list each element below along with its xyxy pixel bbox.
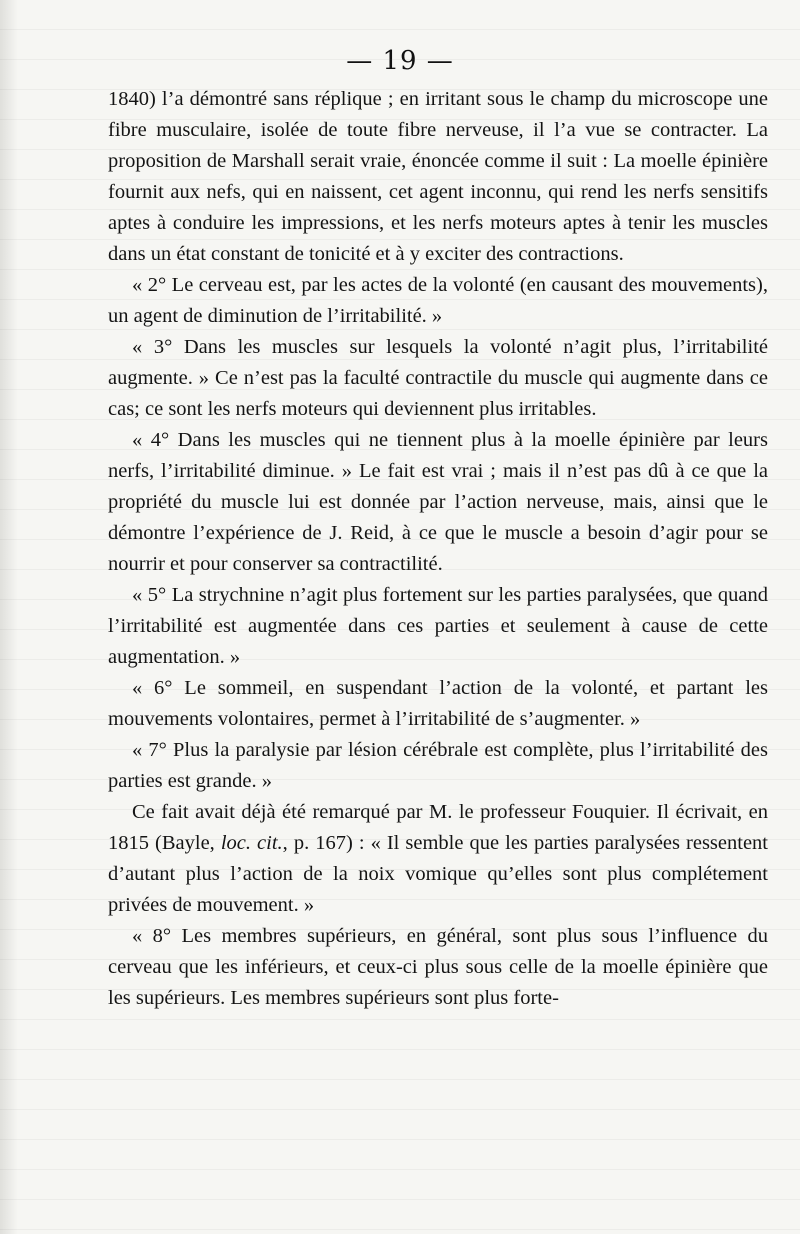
paragraph-8-part-1: Ce fait avait déjà été remarqué par M. le professeur Fouquier. Il écrivait, en 1815 (Bayle,	[108, 801, 768, 854]
paragraph-8	[108, 797, 768, 921]
paragraph-6: « 6° Le sommeil, en suspendant l’action de la volonté, et partant les mouvements volontaires, permet à l’irritabilité de s’augmenter. »	[108, 677, 768, 730]
paragraph-9: « 8° Les membres supérieurs, en général, sont plus sous l’influence du cerveau que les inférieurs, et ceux-ci plus sous celle de la moelle épinière que les supérieurs. Les membres supérieurs sont plus forte-	[108, 925, 768, 1009]
paragraph-3: « 3° Dans les muscles sur lesquels la volonté n’agit plus, l’irritabilité augmente. » Ce n’est pas la faculté contractile du muscle qui augmente dans ce cas; ce sont les nerfs moteurs qui deviennent plus irritables.	[108, 336, 768, 420]
paragraph-4: « 4° Dans les muscles qui ne tiennent plus à la moelle épinière par leurs nerfs, l’irritabilité diminue. » Le fait est vrai ; mais il n’est pas dû à ce que la propriété du muscle lui est donnée par l’action nerveuse, mais, ainsi que le démontre l’expérience de J. Reid, à ce que le muscle a besoin d’agir pour se nourrir et pour conserver sa contractilité.	[108, 429, 768, 575]
page-edge-shadow	[0, 0, 18, 1234]
body-text	[108, 84, 768, 1014]
citation-italic: loc. cit.	[220, 832, 283, 854]
page-number: — 19 —	[346, 46, 454, 76]
paragraph-8-part-2: , p. 167) : « Il semble que les parties paralysées ressentent d’autant plus l’action de la noix vomique qu’elles sont plus complétement privées de mouvement. »	[108, 832, 768, 916]
paragraph-5: « 5° La strychnine n’agit plus fortement sur les parties paralysées, que quand l’irritabilité est augmentée dans ces parties et seulement à cause de cette augmentation. »	[108, 584, 768, 668]
paragraph-2: « 2° Le cerveau est, par les actes de la volonté (en causant des mouvements), un agent de diminution de l’irritabilité. »	[108, 274, 768, 327]
paragraph-1: 1840) l’a démontré sans réplique ; en irritant sous le champ du microscope une fibre musculaire, isolée de toute fibre nerveuse, il l’a vue se contracter. La proposition de Marshall serait vraie, énoncée comme il suit : La moelle épinière fournit aux nefs, qui en naissent, cet agent inconnu, qui rend les nerfs sensitifs aptes à conduire les impressions, et les nerfs moteurs aptes à tenir les muscles dans un état constant de tonicité et à y exciter des contractions.	[108, 88, 768, 265]
paragraph-7: « 7° Plus la paralysie par lésion cérébrale est complète, plus l’irritabilité des parties est grande. »	[108, 739, 768, 792]
